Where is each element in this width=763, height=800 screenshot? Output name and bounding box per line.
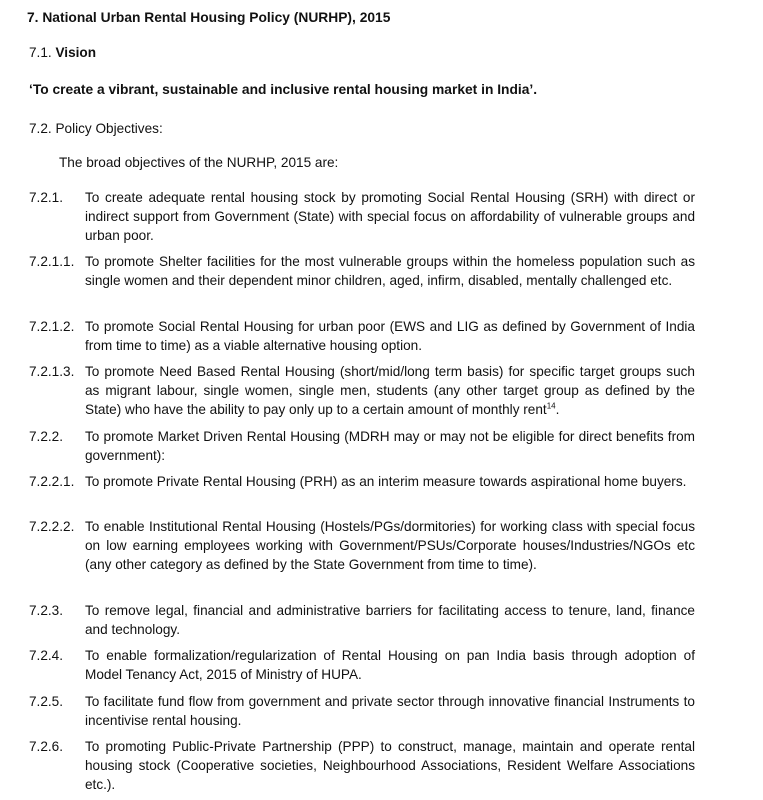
list-item bbox=[29, 252, 739, 290]
item-text: To promote Shelter facilities for the most vulnerable groups within the homeless population such as single women and their dependent minor children, aged, infirm, disabled, mentally challenged etc. bbox=[85, 254, 695, 288]
vision-label: Vision bbox=[55, 45, 97, 60]
objectives-subheading: 7.2. Policy Objectives: bbox=[29, 121, 163, 136]
item-number: 7.2.2.2. bbox=[29, 519, 75, 534]
item-number: 7.2.1.2. bbox=[29, 319, 75, 334]
item-text-tail: . bbox=[555, 402, 560, 417]
vision-statement: ‘To create a vibrant, sustainable and inclusive rental housing market in India’. bbox=[29, 82, 538, 97]
item-number: 7.2.2.1. bbox=[29, 474, 75, 489]
item-text: To enable formalization/regularization of Rental Housing on pan India basis through adoption of Model Tenancy Act, 2015 of Ministry of HUPA. bbox=[85, 648, 695, 682]
list-item bbox=[29, 427, 739, 465]
item-number: 7.2.1.1. bbox=[29, 254, 75, 269]
item-number: 7.2.3. bbox=[29, 603, 64, 618]
vision-number: 7.1. bbox=[29, 45, 52, 60]
item-text: To facilitate fund flow from government and private sector through innovative financial Instruments to incentivise rental housing. bbox=[85, 694, 695, 728]
vision-subheading bbox=[29, 43, 96, 62]
item-number: 7.2.1.3. bbox=[29, 364, 75, 379]
item-text: To remove legal, financial and administrative barriers for facilitating access to tenure, land, finance and technology. bbox=[85, 603, 695, 637]
item-number: 7.2.1. bbox=[29, 190, 64, 205]
item-text bbox=[85, 362, 695, 419]
list-item bbox=[29, 601, 739, 639]
item-text: To promoting Public-Private Partnership (PPP) to construct, manage, maintain and operate rental housing stock (Cooperative societies, Neighbourhood Associations, Resident Welfare Associations etc.). bbox=[85, 739, 695, 792]
objectives-intro: The broad objectives of the NURHP, 2015 are: bbox=[59, 155, 339, 170]
list-item bbox=[29, 646, 739, 684]
item-text: To promote Social Rental Housing for urban poor (EWS and LIG as defined by Government of India from time to time) as a viable alternative housing option. bbox=[85, 319, 695, 353]
item-text-body: To promote Need Based Rental Housing (short/mid/long term basis) for specific target groups such as migrant labour, single women, single men, students (any other target group as defined by the State) who have the ability to pay only up to a certain amount of monthly rent bbox=[85, 364, 695, 417]
item-number: 7.2.4. bbox=[29, 648, 64, 663]
list-item bbox=[29, 737, 739, 794]
list-item bbox=[29, 188, 739, 245]
item-text: To create adequate rental housing stock by promoting Social Rental Housing (SRH) with direct or indirect support from Government (State) with special focus on affordability of vulnerable groups and urban poor. bbox=[85, 190, 695, 243]
item-text: To enable Institutional Rental Housing (Hostels/PGs/dormitories) for working class with special focus on low earning employees working with Government/PSUs/Corporate houses/Industries/NGOs etc (any other category as defined by the State Government from time to time). bbox=[85, 519, 695, 572]
footnote-marker: 14 bbox=[546, 401, 556, 411]
list-item bbox=[29, 317, 739, 355]
item-text: To promote Market Driven Rental Housing (MDRH may or may not be eligible for direct benefits from government): bbox=[85, 429, 695, 463]
list-item bbox=[29, 517, 739, 574]
section-heading: 7. National Urban Rental Housing Policy (NURHP), 2015 bbox=[27, 10, 391, 25]
list-item bbox=[29, 472, 739, 491]
item-text: To promote Private Rental Housing (PRH) as an interim measure towards aspirational home buyers. bbox=[85, 474, 687, 489]
item-number: 7.2.2. bbox=[29, 429, 64, 444]
item-number: 7.2.6. bbox=[29, 739, 64, 754]
item-number: 7.2.5. bbox=[29, 694, 64, 709]
list-item bbox=[29, 362, 739, 419]
list-item bbox=[29, 692, 739, 730]
